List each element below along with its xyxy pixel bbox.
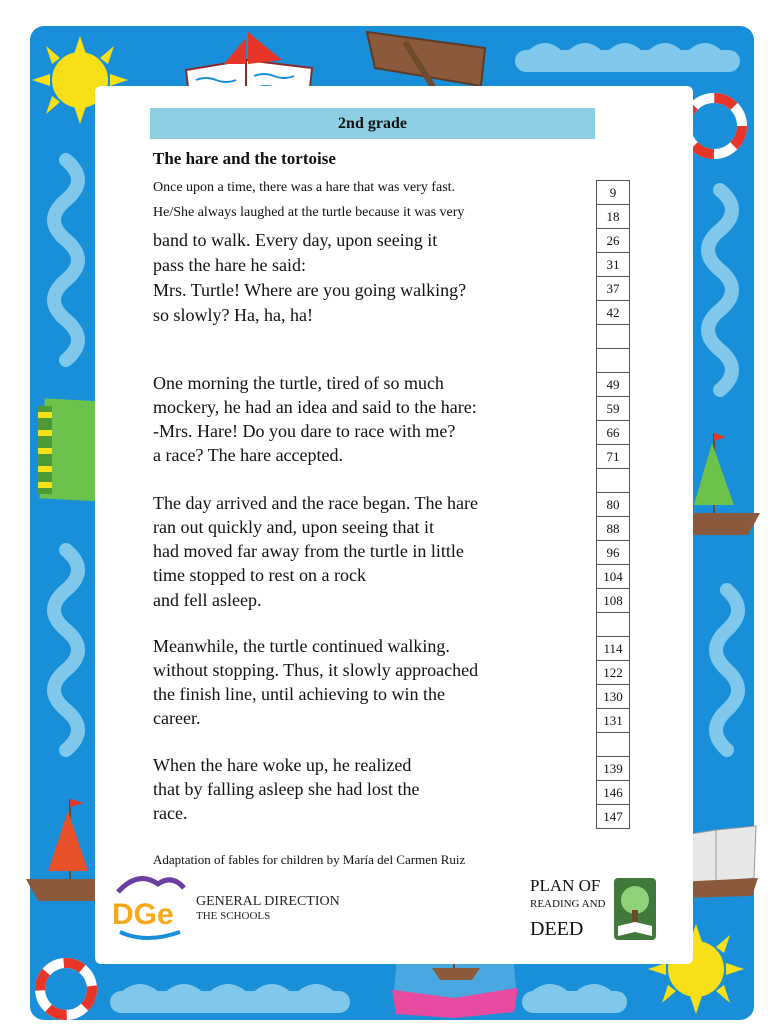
story-line: a race? The hare accepted.: [153, 445, 344, 465]
dge-logo: [108, 870, 194, 944]
story-line: One morning the turtle, tired of so much: [153, 373, 444, 393]
word-count-cell: 66: [597, 421, 629, 445]
waves-icon-2: [110, 975, 350, 1015]
story-line: and fell asleep.: [153, 590, 262, 610]
plan-line-1: PLAN OF: [530, 876, 601, 895]
word-count-cell: 130: [597, 685, 629, 709]
word-count-cell: [597, 469, 629, 493]
story-line: -Mrs. Hare! Do you dare to race with me?: [153, 421, 456, 441]
story-line: time stopped to rest on a rock: [153, 565, 366, 585]
word-count-cell: 108: [597, 589, 629, 613]
story-line: race.: [153, 803, 188, 823]
word-count-cell: 147: [597, 805, 629, 829]
story-line: The day arrived and the race began. The hare: [153, 493, 478, 513]
story-line: so slowly? Ha, ha, ha!: [153, 305, 313, 325]
word-count-cell: 104: [597, 565, 629, 589]
reading-plan-logo: [530, 876, 605, 941]
word-count-cell: 80: [597, 493, 629, 517]
word-count-cell: 114: [597, 637, 629, 661]
word-count-cell: [597, 349, 629, 373]
story-line: Mrs. Turtle! Where are you going walking?: [153, 280, 467, 300]
life-ring-icon-2: [30, 955, 105, 1023]
word-count-cell: 88: [597, 517, 629, 541]
wave-scroll-icon-3: [695, 180, 750, 410]
adaptation-credit: Adaptation of fables for children by María del Carmen Ruiz: [153, 852, 466, 867]
wave-scroll-icon-4: [705, 580, 755, 780]
story-line: ran out quickly and, upon seeing that it: [153, 517, 434, 537]
word-count-cell: [597, 613, 629, 637]
story-line: Once upon a time, there was a hare that was very fast.: [153, 180, 456, 195]
tree-book-icon: [612, 876, 658, 942]
word-count-cell: 71: [597, 445, 629, 469]
word-count-cell: 122: [597, 661, 629, 685]
word-count-cell: 42: [597, 301, 629, 325]
word-count-cell: 59: [597, 397, 629, 421]
grade-header: 2nd grade: [150, 108, 595, 139]
plan-line-3: DEED: [530, 918, 584, 940]
story-line: Meanwhile, the turtle continued walking.: [153, 636, 450, 656]
story-line: band to walk. Every day, upon seeing it: [153, 230, 438, 250]
word-count-cell: 18: [597, 205, 629, 229]
story-line: mockery, he had an idea and said to the hare:: [153, 397, 477, 417]
story-line: He/She always laughed at the turtle because it was very: [153, 205, 465, 220]
wave-scroll-icon: [36, 150, 91, 370]
word-count-cell: [597, 325, 629, 349]
org-sub-line: THE SCHOOLS: [196, 910, 271, 922]
word-count-cell: 26: [597, 229, 629, 253]
word-count-cell: 96: [597, 541, 629, 565]
word-count-cell: 37: [597, 277, 629, 301]
org-name: [196, 895, 340, 923]
word-count-column: [596, 180, 630, 829]
wave-scroll-icon-2: [36, 540, 91, 770]
word-count-cell: 9: [597, 180, 629, 205]
org-name-line: GENERAL DIRECTION: [196, 894, 340, 909]
waves-icon-3: [522, 975, 627, 1015]
dge-logo-text: DGe: [112, 898, 174, 931]
story-line: career.: [153, 708, 201, 728]
story-line: without stopping. Thus, it slowly approached: [153, 660, 479, 680]
word-count-cell: 31: [597, 253, 629, 277]
plan-line-2: READING AND: [530, 898, 606, 910]
story-line: had moved far away from the turtle in little: [153, 541, 464, 561]
word-count-cell: 131: [597, 709, 629, 733]
story-line: pass the hare he said:: [153, 255, 306, 275]
word-count-cell: 139: [597, 757, 629, 781]
word-count-cell: 49: [597, 373, 629, 397]
story-line: the finish line, until achieving to win the: [153, 684, 445, 704]
story-title: The hare and the tortoise: [153, 149, 336, 168]
word-count-cell: [597, 733, 629, 757]
waves-icon: [515, 30, 740, 80]
story-line: that by falling asleep she had lost the: [153, 779, 420, 799]
story-line: When the hare woke up, he realized: [153, 755, 412, 775]
spacer-icon: [380, 975, 390, 985]
word-count-cell: 146: [597, 781, 629, 805]
